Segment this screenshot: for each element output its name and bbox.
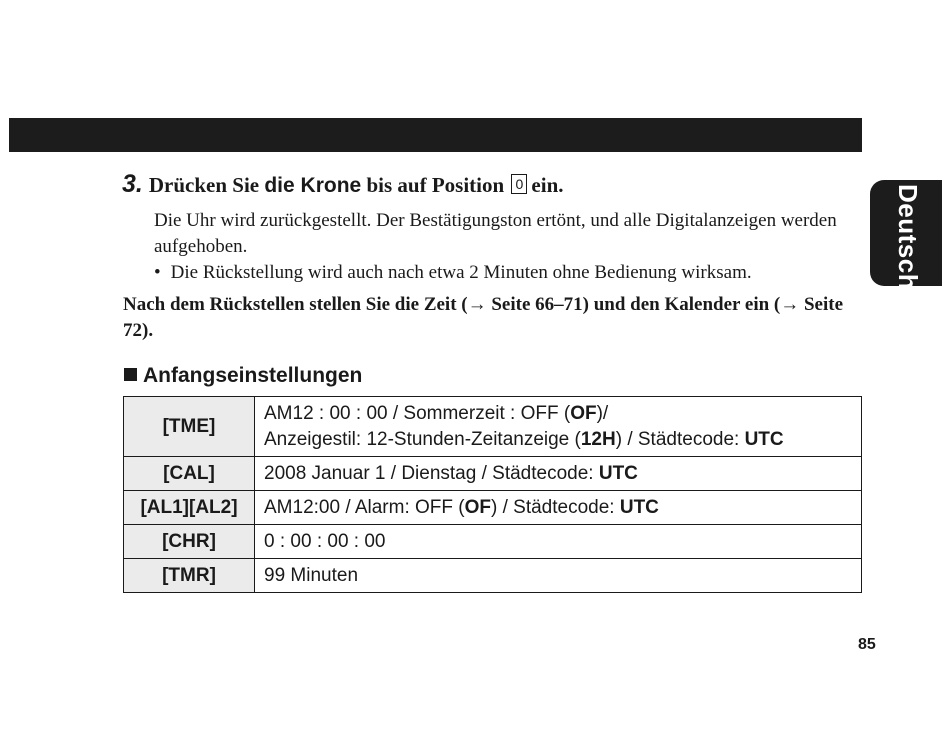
initial-settings-table [123, 396, 862, 593]
row-value-cal [255, 457, 862, 491]
step-text-after: ein. [531, 173, 564, 197]
row-key-tmr: [TMR] [124, 559, 255, 593]
language-tab [870, 180, 942, 291]
row-value-tmr: 99 Minuten [255, 559, 862, 593]
bullet-note [154, 261, 752, 285]
row-value-chr: 0 : 00 : 00 : 00 [255, 525, 862, 559]
tme-line-2 [264, 427, 852, 453]
al-text: AM12:00 / Alarm: OFF ( [264, 496, 465, 518]
row-key-tme: [TME] [124, 397, 255, 457]
tme-line1-text: AM12 : 00 : 00 / Sommerzeit : OFF ( [264, 402, 571, 424]
header-bar [9, 118, 862, 152]
step-text-middle: bis auf Position [366, 173, 505, 197]
tme-line2-text: Anzeigestil: 12-Stunden-Zeitanzeige ( [264, 428, 581, 450]
al-city: UTC [619, 496, 659, 518]
section-title: Anfangseinstellungen [143, 364, 363, 387]
tme-line2-bold: 12H [580, 428, 616, 450]
row-value-al [255, 491, 862, 525]
table-row-chr [124, 525, 862, 559]
tme-line-1 [264, 401, 852, 427]
row-key-al: [AL1][AL2] [124, 491, 255, 525]
row-value-tme [255, 397, 862, 457]
table-row-tme [124, 397, 862, 457]
tme-line1-end: )/ [596, 402, 609, 424]
tme-line2-mid: ) / Städtecode: [615, 428, 745, 450]
tme-line1-bold: OF [570, 402, 597, 424]
reset-note: Nach dem Rückstellen stellen Sie die Zeit (→ Seite 66–71) und den Kalender ein (→ Seite 72). [123, 294, 844, 341]
table-row-cal [124, 457, 862, 491]
al-mid: ) / Städtecode: [491, 496, 620, 518]
cal-city: UTC [598, 462, 638, 484]
page-number: 85 [858, 636, 876, 653]
bullet-text: Die Rückstellung wird auch nach etwa 2 Minuten ohne Bedienung wirksam. [170, 262, 752, 283]
step-text-before: Drücken Sie [148, 173, 260, 197]
step-description: Die Uhr wird zurückgestellt. Der Bestätigungston ertönt, und alle Digitalanzeigen werden aufgehoben. [154, 210, 837, 257]
section-heading [124, 364, 362, 388]
step-instruction [122, 170, 564, 199]
row-key-cal: [CAL] [124, 457, 255, 491]
crown-position-box: 0 [511, 174, 527, 194]
table-row-tmr [124, 559, 862, 593]
tme-line2-city: UTC [744, 428, 784, 450]
bullet-dot-icon: • [154, 262, 161, 283]
step-crown: die Krone [264, 174, 362, 197]
row-key-chr: [CHR] [124, 525, 255, 559]
step-number: 3. [122, 170, 143, 198]
square-bullet-icon [124, 368, 137, 381]
al-bold: OF [464, 496, 491, 518]
cal-text: 2008 Januar 1 / Dienstag / Städtecode: [264, 462, 599, 484]
language-tab-label: Deutsch [893, 184, 923, 291]
table-row-al [124, 491, 862, 525]
